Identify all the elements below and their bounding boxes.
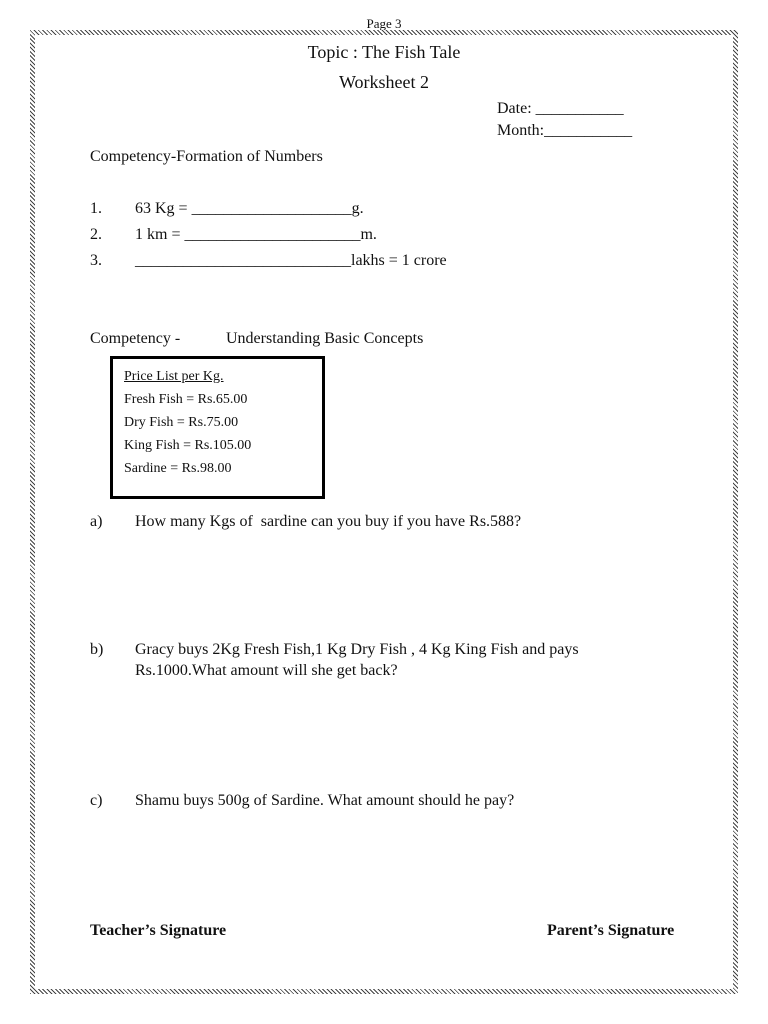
parent-signature-label: Parent’s Signature [547, 922, 675, 939]
worksheet-title: Worksheet 2 [338, 72, 430, 92]
item-number: 3. [90, 252, 102, 269]
question-text: How many Kgs of sardine can you buy if you have Rs.588? [135, 513, 522, 530]
page-number: Page 3 [366, 16, 402, 31]
item-text: 63 Kg = ____________________g. [135, 200, 364, 217]
item-text: ___________________________lakhs = 1 crore [135, 252, 447, 269]
item-number: 2. [90, 226, 102, 243]
topic-title: Topic : The Fish Tale [307, 42, 461, 62]
price-item: Sardine = Rs.98.00 [124, 461, 232, 476]
section1-heading: Competency-Formation of Numbers [90, 148, 323, 165]
item-text: 1 km = ______________________m. [135, 226, 377, 243]
question-text: Shamu buys 500g of Sardine. What amount should he pay? [135, 792, 515, 809]
question-text: Rs.1000.What amount will she get back? [135, 662, 398, 679]
price-item: Fresh Fish = Rs.65.00 [124, 392, 248, 407]
price-item: Dry Fish = Rs.75.00 [124, 415, 239, 430]
month-field: Month:___________ [497, 122, 633, 139]
price-list-heading: Price List per Kg. [124, 369, 224, 384]
question-label: c) [90, 792, 103, 809]
question-label: a) [90, 513, 103, 530]
price-list-box [110, 356, 325, 499]
question-label: b) [90, 641, 104, 658]
question-text: Gracy buys 2Kg Fresh Fish,1 Kg Dry Fish , 4 Kg King Fish and pays [135, 641, 579, 658]
price-item: King Fish = Rs.105.00 [124, 438, 252, 453]
teacher-signature-label: Teacher’s Signature [90, 922, 227, 939]
item-number: 1. [90, 200, 102, 217]
section2-heading-title: Understanding Basic Concepts [226, 330, 424, 347]
date-field: Date: ___________ [497, 100, 624, 117]
section2-heading-prefix: Competency - [90, 330, 181, 347]
